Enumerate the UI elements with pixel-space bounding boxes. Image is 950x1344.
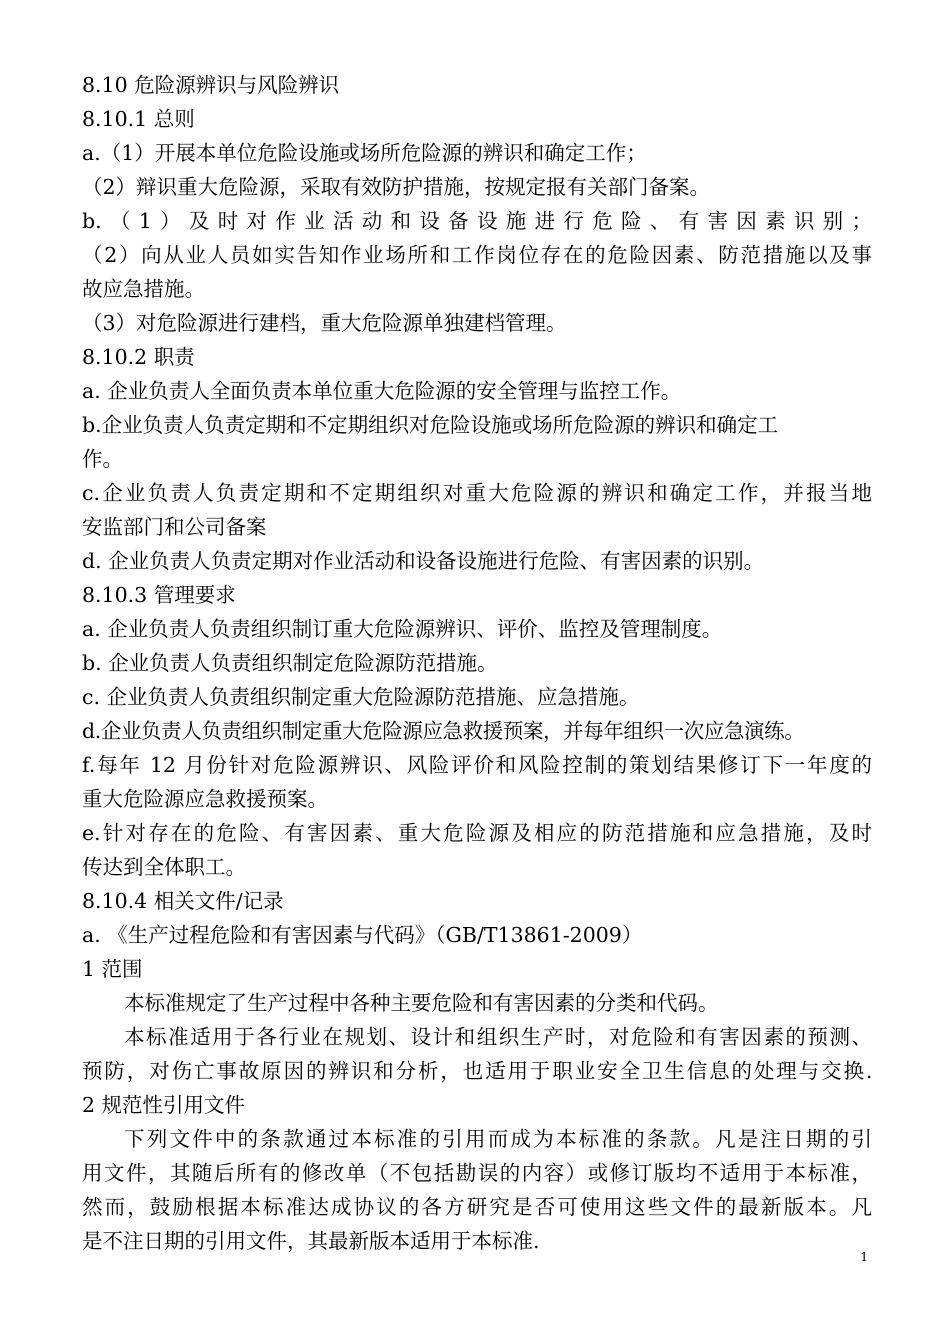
paragraph-line: 重大危险源应急救援预案。 [82,787,328,811]
paragraph-line: c. 企业负责人负责组织制定重大危险源防范措施、应急措施。 [82,685,640,709]
section-heading: 1 范围 [82,957,143,981]
paragraph-line: 预防，对伤亡事故原因的辨识和分析，也适用于职业安全卫生信息的处理与交换. [82,1059,872,1083]
paragraph-line: e.针对存在的危险、有害因素、重大危险源及相应的防范措施和应急措施，及时 [82,821,872,845]
subsection-heading: 8.10.2 职责 [82,345,195,369]
subsection-heading: 8.10.3 管理要求 [82,583,236,607]
paragraph-line: a. 《生产过程危险和有害因素与代码》（GB/T13861-2009） [82,923,643,947]
paragraph-line: d.企业负责人负责组织制定重大危险源应急救援预案，并每年组织一次应急演练。 [82,719,805,743]
paragraph-line: （3）对危险源进行建档，重大危险源单独建档管理。 [82,311,567,335]
paragraph-line: 是不注日期的引用文件，其最新版本适用于本标准. [82,1229,540,1253]
paragraph-line: f.每年 12 月份针对危险源辨识、风险评价和风险控制的策划结果修订下一年度的 [82,753,872,777]
paragraph-line: d. 企业负责人负责定期对作业活动和设备设施进行危险、有害因素的识别。 [82,549,765,573]
paragraph-line: a. 企业负责人全面负责本单位重大危险源的安全管理与监控工作。 [82,379,682,403]
paragraph-line: 安监部门和公司备案 [82,515,267,539]
paragraph-line: 作。 [82,447,123,471]
paragraph-line: b.企业负责人负责定期和不定期组织对危险设施或场所危险源的辨识和确定工 [82,413,779,437]
paragraph-line: b.（1）及时对作业活动和设备设施进行危险、有害因素识别； [82,209,872,233]
paragraph-line: 故应急措施。 [82,277,205,301]
paragraph-line: 本标准适用于各行业在规划、设计和组织生产时，对危险和有害因素的预测、 [124,1025,872,1049]
paragraph-line: 然而，鼓励根据本标准达成协议的各方研究是否可使用这些文件的最新版本。凡 [82,1195,872,1219]
paragraph-line: a. 企业负责人负责组织制订重大危险源辨识、评价、监控及管理制度。 [82,617,723,641]
paragraph-line: （2）辩识重大危险源，采取有效防护措施，按规定报有关部门备案。 [82,175,711,199]
paragraph-line: a.（1）开展本单位危险设施或场所危险源的辨识和确定工作； [82,141,647,165]
paragraph-line: 用文件，其随后所有的修改单（不包括勘误的内容）或修订版均不适用于本标准， [82,1161,872,1185]
section-heading: 8.10 危险源辨识与风险辨识 [82,73,340,97]
subsection-heading: 8.10.1 总则 [82,107,195,131]
page-number: 1 [860,1250,868,1264]
paragraph-line: 传达到全体职工。 [82,855,246,879]
document-body [82,68,872,1258]
subsection-heading: 8.10.4 相关文件/记录 [82,889,284,913]
paragraph-line: （2）向从业人员如实告知作业场所和工作岗位存在的危险因素、防范措施以及事 [82,243,872,267]
section-heading: 2 规范性引用文件 [82,1093,246,1117]
paragraph-line: b. 企业负责人负责组织制定危险源防范措施。 [82,651,498,675]
paragraph-line: c.企业负责人负责定期和不定期组织对重大危险源的辨识和确定工作，并报当地 [82,481,872,505]
paragraph-line: 本标准规定了生产过程中各种主要危险和有害因素的分类和代码。 [124,991,719,1015]
paragraph-line: 下列文件中的条款通过本标准的引用而成为本标准的条款。凡是注日期的引 [124,1127,872,1151]
